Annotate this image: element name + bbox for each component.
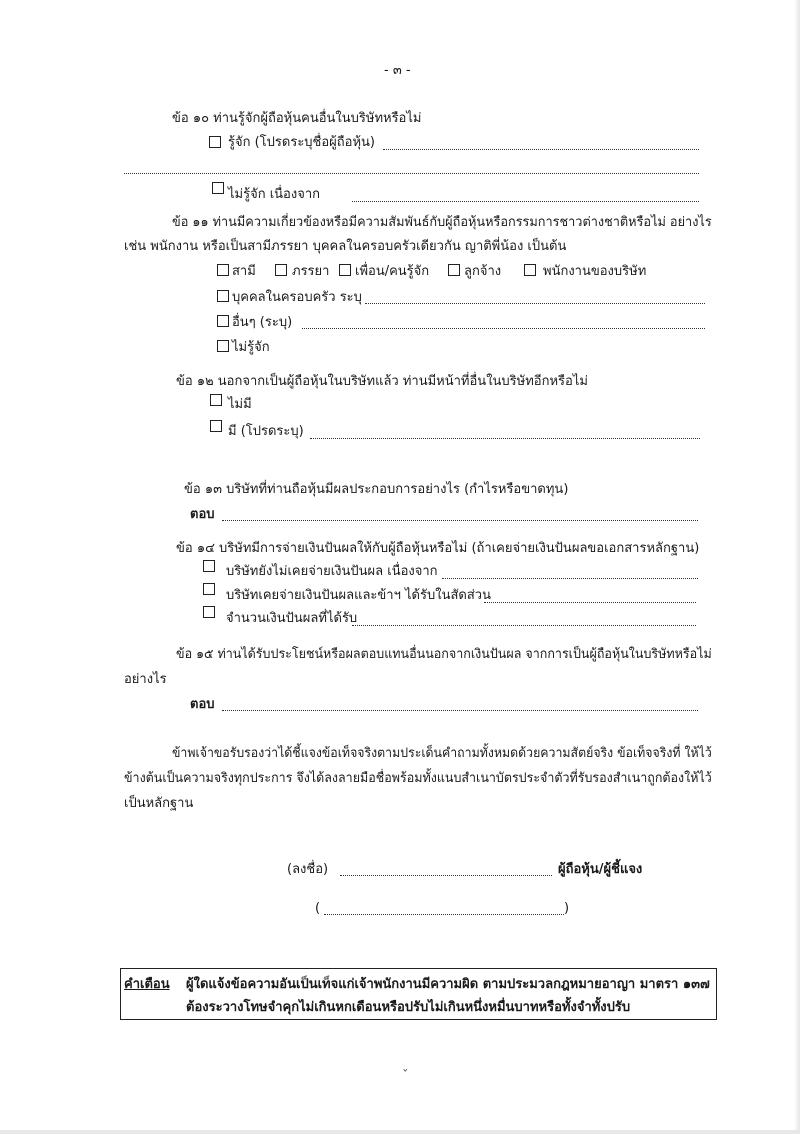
warning-label: คำเตือน — [124, 977, 170, 992]
q11-friend-checkbox[interactable] — [339, 264, 351, 276]
q10-not-know-checkbox[interactable] — [212, 182, 224, 194]
certification-line1: ข้าพเจ้าขอรับรองว่าได้ชี้แจงข้อเท็จจริงตามประเด็นคำถามทั้งหมดด้วยความสัตย์จริง ข้อเท็จจริงที่ ให้ไว้ — [172, 746, 712, 761]
q10-know-field[interactable] — [383, 149, 699, 150]
signature-field[interactable] — [340, 875, 552, 876]
q14-amount-label: จำนวนเงินปันผลที่ได้รับ — [226, 611, 358, 626]
q14-amount-field[interactable] — [352, 625, 696, 626]
q14-never-checkbox[interactable] — [203, 560, 215, 572]
q11-husband-label: สามี — [232, 264, 256, 279]
q15-question-line2: อย่างไร — [124, 672, 167, 687]
q10-know-checkbox[interactable] — [209, 136, 221, 148]
scan-edge-right — [794, 0, 800, 1134]
q11-employee-label: ลูกจ้าง — [464, 264, 502, 279]
q13-question: ข้อ ๑๓ บริษัทที่ท่านถือหุ้นมีผลประกอบการอย่างไร (กำไรหรือขาดทุน) — [184, 482, 569, 497]
scan-edge-bottom — [0, 1130, 800, 1134]
q11-question-line1: ข้อ ๑๑ ท่านมีความเกี่ยวข้องหรือมีความสัมพันธ์กับผู้ถือหุ้นหรือกรรมการชาวต่างชาติหรือไม่ อย่างไร — [172, 215, 712, 230]
q12-question: ข้อ ๑๒ นอกจากเป็นผู้ถือหุ้นในบริษัทแล้ว ท่านมีหน้าที่อื่นในบริษัทอีกหรือไม่ — [176, 374, 588, 389]
q12-no-checkbox[interactable] — [210, 394, 222, 406]
q14-paid-checkbox[interactable] — [203, 583, 215, 595]
signature-role: ผู้ถือหุ้น/ผู้ชี้แจง — [558, 862, 643, 877]
q11-friend-label: เพื่อน/คนรู้จัก — [355, 264, 430, 279]
q15-answer-field[interactable] — [222, 710, 698, 711]
q11-staff-checkbox[interactable] — [524, 264, 536, 276]
certification-line2: ข้างต้นเป็นความจริงทุกประการ จึงได้ลงลายมือชื่อพร้อมทั้งแนบสำเนาบัตรประจำตัวที่รับรองสำเนาถูกต้องให้ไว้ — [124, 771, 712, 786]
q11-family-field[interactable] — [365, 303, 705, 304]
q12-no-label: ไม่มี — [228, 397, 252, 412]
signature-close-paren: ) — [564, 901, 570, 916]
q11-other-label: อื่นๆ (ระบุ) — [232, 315, 293, 330]
q14-paid-label: บริษัทเคยจ่ายเงินปันผลและข้าฯ ได้รับในสัดส่วน — [226, 588, 491, 603]
q11-other-checkbox[interactable] — [217, 315, 229, 327]
q11-unknown-checkbox[interactable] — [217, 340, 229, 352]
q15-question-line1: ข้อ ๑๕ ท่านได้รับประโยชน์หรือผลตอบแทนอื่นนอกจากเงินปันผล จากการเป็นผู้ถือหุ้นในบริษัทหรือไม่ — [176, 647, 712, 662]
certification-line3: เป็นหลักฐาน — [124, 796, 194, 811]
q10-question: ข้อ ๑๐ ท่านรู้จักผู้ถือหุ้นคนอื่นในบริษัทหรือไม่ — [172, 111, 422, 126]
q11-husband-checkbox[interactable] — [217, 264, 229, 276]
q10-not-know-field[interactable] — [352, 201, 699, 202]
signature-open-paren: ( — [315, 901, 321, 916]
q13-answer-label: ตอบ — [190, 507, 215, 522]
printed-name-field[interactable] — [324, 914, 564, 915]
q11-other-field[interactable] — [302, 328, 705, 329]
q10-know-label: รู้จัก (โปรดระบุชื่อผู้ถือหุ้น) — [228, 135, 376, 150]
q12-yes-checkbox[interactable] — [210, 420, 222, 432]
q13-answer-field[interactable] — [222, 520, 698, 521]
signature-label: (ลงชื่อ) — [287, 862, 329, 877]
q15-answer-label: ตอบ — [190, 697, 215, 712]
q14-question: ข้อ ๑๔ บริษัทมีการจ่ายเงินปันผลให้กับผู้ถือหุ้นหรือไม่ (ถ้าเคยจ่ายเงินปันผลขอเอกสารหลักฐาน) — [176, 541, 700, 556]
q11-wife-checkbox[interactable] — [275, 264, 287, 276]
q12-yes-field[interactable] — [310, 438, 700, 439]
warning-line2: ต้องระวางโทษจำคุกไม่เกินหกเดือนหรือปรับไม่เกินหนึ่งหมื่นบาทหรือทั้งจำทั้งปรับ — [186, 1000, 631, 1015]
page-number: - ๓ - — [384, 63, 411, 78]
q11-family-checkbox[interactable] — [217, 290, 229, 302]
q12-yes-label: มี (โปรดระบุ) — [228, 424, 304, 439]
q11-employee-checkbox[interactable] — [448, 264, 460, 276]
q14-paid-field[interactable] — [484, 602, 696, 603]
q11-question-line2: เช่น พนักงาน หรือเป็นสามีภรรยา บุคคลในครอบครัวเดียวกัน ญาติพี่น้อง เป็นต้น — [124, 239, 567, 254]
q14-never-field[interactable] — [442, 578, 698, 579]
q11-wife-label: ภรรยา — [292, 264, 330, 279]
q11-family-label: บุคคลในครอบครัว ระบุ — [232, 290, 362, 305]
scan-mark: ˇ — [402, 1069, 409, 1084]
q14-amount-checkbox[interactable] — [203, 606, 215, 618]
q10-not-know-label: ไม่รู้จัก เนื่องจาก — [228, 187, 320, 202]
q10-know-field-line2[interactable] — [124, 173, 699, 174]
q11-unknown-label: ไม่รู้จัก — [232, 340, 270, 355]
warning-line1: ผู้ใดแจ้งข้อความอันเป็นเท็จแก่เจ้าพนักงานมีความผิด ตามประมวลกฎหมายอาญา มาตรา ๑๓๗ — [186, 977, 710, 992]
q11-staff-label: พนักงานของบริษัท — [543, 264, 647, 279]
q14-never-label: บริษัทยังไม่เคยจ่ายเงินปันผล เนื่องจาก — [226, 564, 438, 579]
